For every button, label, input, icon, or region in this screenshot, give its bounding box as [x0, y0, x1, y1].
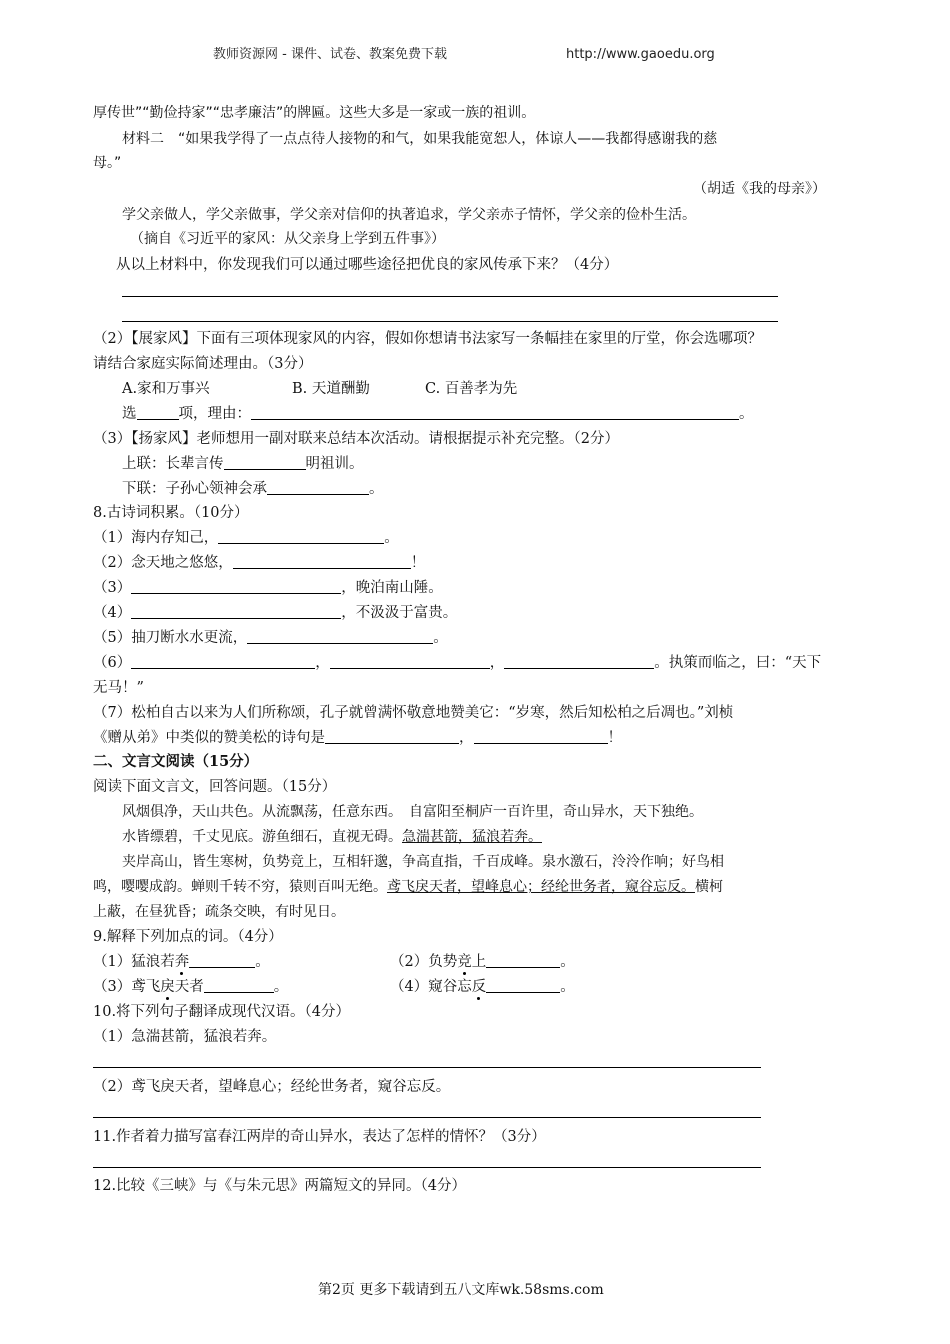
upper-pre: 上联：长辈言传 [122, 456, 224, 472]
answer-line[interactable] [122, 296, 778, 297]
material2: 材料二 “如果我学得了一点点待人接物的和气，如果我能宽恕人，体谅人——我都得感谢我的慈 [122, 131, 718, 147]
couplet-upper [122, 455, 364, 473]
q8-item-2 [93, 554, 425, 572]
q8-i1-post: 。 [384, 530, 399, 546]
q9-blank[interactable] [204, 978, 274, 993]
choose-pre: 选 [122, 406, 137, 422]
q9-end: 。 [255, 954, 270, 970]
comma: ， [315, 655, 330, 671]
header-site: 教师资源网 - 课件、试卷、教案免费下载 [213, 47, 447, 62]
q8-i1-pre: （1）海内存知己， [93, 530, 219, 546]
q7-2-line1: （2）【展家风】下面有三项体现家风的内容，假如你想请书法家写一条幅挂在家里的厅堂，你会选哪项？ [93, 331, 762, 347]
choose-mid: 项，理由： [178, 406, 251, 422]
material2-cont: 母。” [93, 155, 122, 171]
dotted-word: 奔 [174, 954, 190, 970]
answer-line[interactable] [93, 1067, 761, 1068]
q9-end: 。 [273, 979, 289, 995]
comma: ， [489, 655, 505, 671]
q8-blank[interactable] [131, 604, 341, 619]
option-c: C. 百善孝为先 [425, 381, 518, 397]
q8-item-1 [93, 529, 399, 547]
q8-blank[interactable] [330, 654, 490, 669]
underlined-sentence: 鸢飞戾天者，望峰息心；经纶世务者，窥谷忘反。 [387, 879, 695, 895]
q8-i3-pre: （3） [93, 580, 132, 596]
q9-end: 。 [560, 954, 575, 970]
underlined-sentence: 急湍甚箭，猛浪若奔。 [402, 829, 542, 845]
dotted-word: 竞 [457, 954, 472, 970]
q9-end: 。 [560, 979, 575, 995]
passage-line-1: 风烟俱净，天山共色。从流飘荡，任意东西。 自富阳至桐庐一百许里，奇山异水，天下独绝。 [122, 804, 703, 820]
q8-i6-post: 。执策而临之，曰：“天下 [654, 655, 822, 671]
q10-title: 10.将下列句子翻译成现代汉语。（4分） [93, 1004, 351, 1020]
page-footer: 第2页 更多下载请到五八文库wk.58sms.com [318, 1282, 604, 1298]
q9-i3-pre: （3）鸢飞 [93, 979, 161, 995]
q9-i1-pre: （1）猛浪若 [93, 954, 175, 970]
source-hushi: （胡适《我的母亲》） [693, 181, 826, 197]
source-xi: （摘自《习近平的家风：从父亲身上学到五件事》） [130, 231, 445, 247]
passage-line-3: 夹岸高山，皆生寒树，负势竞上，互相轩邈，争高直指，千百成峰。泉水激石，泠泠作响；好鸟相 [122, 854, 724, 870]
section2-intro: 阅读下面文言文，回答问题。（15分） [93, 779, 337, 795]
q8-i3-post: ，晚泊南山陲。 [341, 580, 443, 596]
q9-i4-pre: （4）窥谷忘 [390, 979, 472, 995]
option-a: A.家和万事兴 [122, 381, 210, 397]
q8-i4-post: ，不汲汲于富贵。 [341, 605, 458, 621]
q7-3-line: （3）【扬家风】老师想用一副对联来总结本次活动。请根据提示补充完整。（2分） [93, 431, 619, 447]
q8-i2-post: ！ [410, 555, 426, 571]
q8-item-5 [93, 629, 448, 647]
passage-line-2 [122, 828, 542, 846]
reason-blank[interactable] [251, 405, 739, 420]
q8-item-3 [93, 579, 443, 597]
q7-1-question: 从以上材料中，你发现我们可以通过哪些途径把优良的家风传承下来？（4分） [116, 257, 619, 273]
q9-i2-pre: （2）负势 [390, 954, 458, 970]
choose-line [122, 405, 754, 423]
q8-item-4 [93, 604, 457, 622]
q8-item-7-line2 [93, 729, 622, 747]
q8-blank[interactable] [325, 729, 459, 744]
q10-sentence-2: （2）鸢飞戾天者，望峰息心；经纶世务者，窥谷忘反。 [93, 1079, 451, 1095]
q8-blank[interactable] [218, 529, 384, 544]
q7-2-line2: 请结合家庭实际简述理由。（3分） [93, 356, 313, 372]
material1-tail: 厚传世”“勤俭持家”“忠孝廉洁”的牌匾。这些大多是一家或一族的祖训。 [93, 105, 536, 121]
q9-item-3 [93, 978, 288, 996]
upper-blank[interactable] [224, 455, 306, 470]
q8-item-7-line1: （7）松柏自古以来为人们所称颂，孔子就曾满怀敬意地赞美它：“岁寒，然后知松柏之后凋也。”刘桢 [93, 705, 734, 721]
couplet-lower [122, 480, 384, 498]
q8-blank[interactable] [131, 654, 315, 669]
q8-item-6 [93, 654, 821, 672]
answer-line[interactable] [93, 1167, 761, 1168]
q12-title: 12.比较《三峡》与《与朱元思》两篇短文的异同。（4分） [93, 1178, 467, 1194]
q10-sentence-1: （1）急湍甚箭，猛浪若奔。 [93, 1029, 277, 1045]
lower-pre: 下联：子孙心领神会承 [122, 481, 267, 497]
choice-blank[interactable] [137, 405, 179, 420]
q8-i6-pre: （6） [93, 655, 132, 671]
passage-text: 横柯 [695, 879, 723, 895]
q8-i7-pre: 《赠从弟》中类似的赞美松的诗句是 [93, 730, 325, 746]
q9-blank[interactable] [486, 953, 560, 968]
q9-item-1 [93, 953, 270, 971]
q11-title: 11.作者着力描写富春江两岸的奇山异水，表达了怎样的情怀？（3分） [93, 1129, 546, 1145]
q8-i2-pre: （2）念天地之悠悠， [93, 555, 233, 571]
q8-i4-pre: （4） [93, 605, 132, 621]
q8-blank[interactable] [504, 654, 654, 669]
q8-title: 8.古诗词积累。（10分） [93, 505, 249, 521]
lower-blank[interactable] [267, 480, 369, 495]
q8-blank[interactable] [474, 729, 608, 744]
passage-line-5: 上蔽，在昼犹昏；疏条交映，有时见日。 [93, 904, 345, 920]
answer-line[interactable] [122, 321, 778, 322]
q9-item-4 [390, 978, 575, 996]
q9-blank[interactable] [189, 953, 255, 968]
upper-post: 明祖训。 [305, 456, 364, 472]
q8-i5-post: 。 [433, 630, 448, 646]
comma: ， [459, 730, 474, 746]
dotted-word: 戾 [160, 979, 175, 995]
q8-i5-pre: （5）抽刀断水水更流， [93, 630, 248, 646]
q9-i3-post: 天者 [174, 979, 204, 995]
q9-blank[interactable] [486, 978, 560, 993]
section2-title: 二、文言文阅读（15分） [93, 753, 259, 770]
q9-title: 9.解释下列加点的词。（4分） [93, 929, 283, 945]
lower-post: 。 [369, 481, 384, 497]
header-url[interactable]: http://www.gaoedu.org [566, 47, 715, 62]
option-b: B. 天道酬勤 [292, 381, 370, 397]
q9-item-2 [390, 953, 575, 971]
choose-end: 。 [739, 406, 754, 422]
q8-blank[interactable] [247, 629, 433, 644]
q9-i2-post: 上 [471, 954, 487, 970]
material3: 学父亲做人，学父亲做事，学父亲对信仰的执著追求，学父亲赤子情怀，学父亲的俭朴生活。 [122, 207, 696, 223]
dotted-word: 反 [471, 979, 487, 995]
q8-i7-post: ！ [607, 730, 622, 746]
q8-item-6-cont: 无马！” [93, 680, 144, 696]
answer-line[interactable] [93, 1117, 761, 1118]
passage-text: 鸣，嘤嘤成韵。蝉则千转不穷，猿则百叫无绝。 [93, 879, 387, 895]
q8-blank[interactable] [131, 579, 341, 594]
passage-text: 水皆缥碧，千丈见底。游鱼细石，直视无碍。 [122, 829, 402, 845]
passage-line-4 [93, 878, 723, 896]
q8-blank[interactable] [233, 554, 411, 569]
